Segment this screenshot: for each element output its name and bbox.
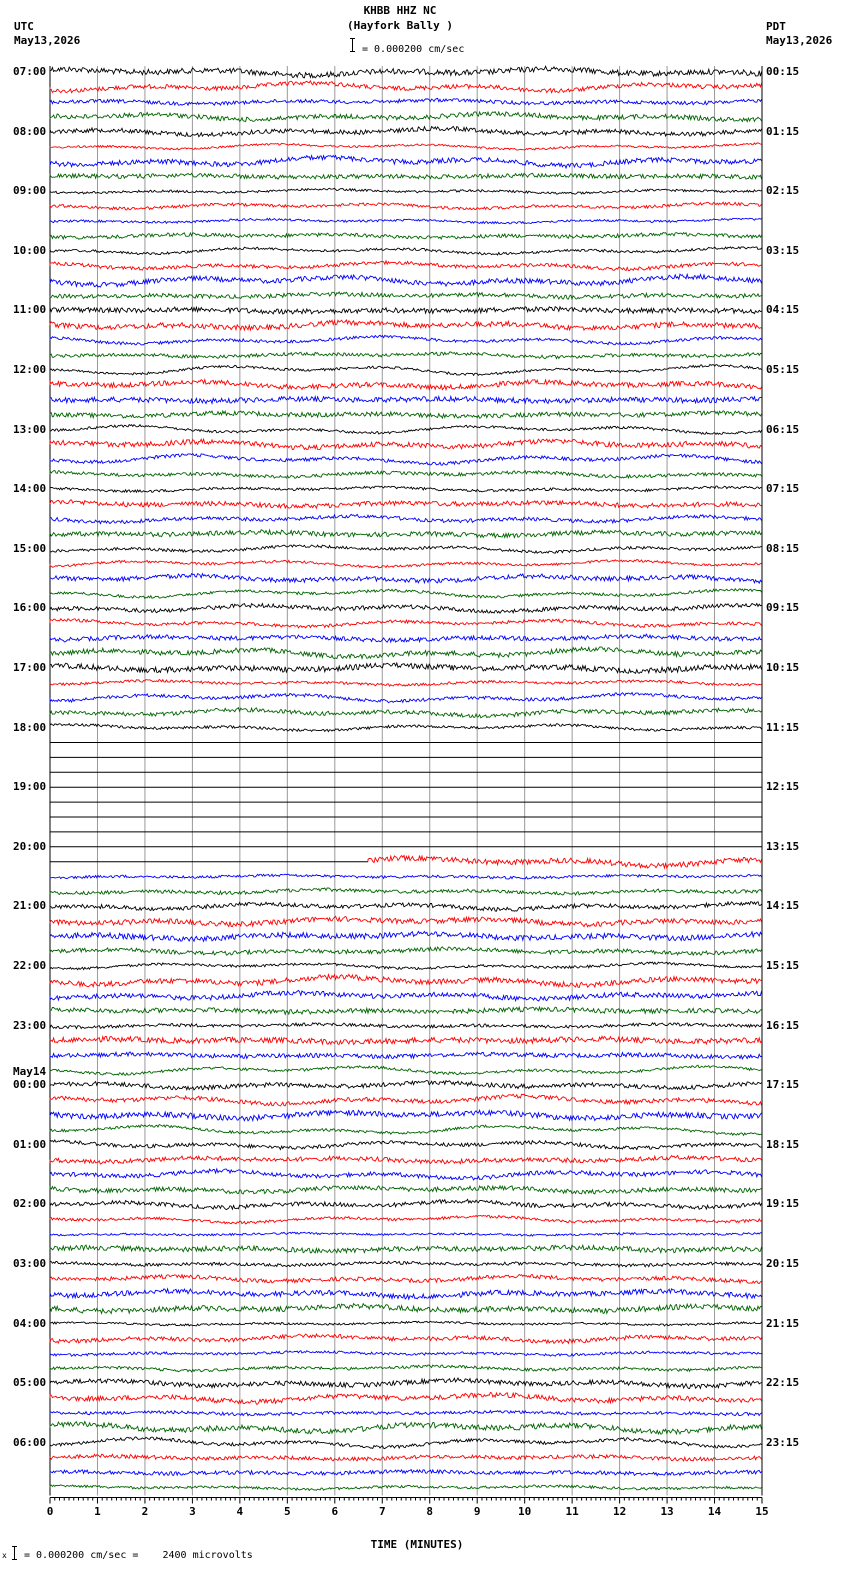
seismic-trace <box>50 274 762 287</box>
x-tick-label: 4 <box>236 1504 244 1518</box>
seismic-trace <box>50 1289 762 1299</box>
utc-hour-label: 02:00 <box>13 1197 47 1211</box>
pdt-hour-label: 10:15 <box>766 661 800 674</box>
utc-hour-label: 01:00 <box>13 1137 47 1151</box>
seismic-trace <box>50 188 762 194</box>
x-tick-label: 2 <box>141 1504 149 1518</box>
seismic-trace <box>50 619 762 628</box>
x-tick-label: 8 <box>426 1504 434 1518</box>
x-tick-label: 7 <box>378 1504 386 1518</box>
seismic-trace <box>50 589 762 599</box>
seismic-trace <box>50 1275 762 1284</box>
utc-hour-label: 10:00 <box>13 243 47 257</box>
seismic-trace <box>50 143 762 150</box>
pdt-hour-label: 06:15 <box>766 422 800 436</box>
pdt-hour-label: 15:15 <box>766 959 800 972</box>
pdt-hour-label: 12:15 <box>766 780 800 794</box>
pdt-hour-label: 07:15 <box>766 482 800 496</box>
pdt-hour-label: 14:15 <box>766 899 800 913</box>
right-date: May13,2026 <box>766 34 833 47</box>
seismic-trace <box>50 574 762 584</box>
utc-hour-label: 09:00 <box>13 184 47 198</box>
seismic-trace <box>50 425 762 435</box>
utc-hour-label: 07:00 <box>13 65 47 78</box>
seismic-trace <box>50 98 762 105</box>
utc-hour-label: 17:00 <box>13 661 47 674</box>
seismic-trace <box>50 364 762 375</box>
seismic-trace <box>50 1392 762 1404</box>
pdt-hour-label: 01:15 <box>766 124 800 138</box>
utc-hour-label: 08:00 <box>13 124 47 138</box>
seismic-trace <box>50 1485 762 1491</box>
seismic-trace <box>50 1007 762 1014</box>
seismic-trace <box>50 292 762 299</box>
seismic-trace <box>50 962 762 970</box>
seismic-trace <box>50 247 762 255</box>
pdt-hour-label: 16:15 <box>766 1018 800 1032</box>
seismic-trace <box>50 1023 762 1029</box>
seismic-trace <box>50 307 762 314</box>
utc-hour-label: 18:00 <box>13 720 47 734</box>
seismic-trace <box>50 261 762 271</box>
seismic-trace <box>50 1110 762 1121</box>
seismic-trace <box>50 218 762 224</box>
utc-hour-label: 03:00 <box>13 1257 47 1270</box>
x-tick-label: 15 <box>755 1504 769 1518</box>
seismic-trace <box>50 1378 762 1388</box>
pdt-hour-label: 13:15 <box>766 839 800 853</box>
seismic-trace <box>50 724 762 732</box>
pdt-hour-label: 02:15 <box>766 184 800 198</box>
seismic-trace <box>50 647 762 659</box>
seismic-trace <box>50 500 762 508</box>
utc-hour-label: 00:00 <box>13 1078 47 1092</box>
seismic-trace <box>50 1215 762 1224</box>
x-tick-label: 5 <box>284 1504 291 1518</box>
left-date: May13,2026 <box>14 34 81 47</box>
station-title: KHBB HHZ NC <box>363 4 437 17</box>
seismic-trace <box>50 916 762 927</box>
seismic-trace <box>50 335 762 345</box>
seismic-trace <box>50 708 762 718</box>
seismic-trace <box>50 560 762 568</box>
seismic-trace <box>50 545 762 553</box>
seismic-trace <box>50 1186 762 1194</box>
seismic-trace <box>50 931 762 941</box>
seismic-trace <box>50 1052 762 1059</box>
seismic-trace <box>50 888 762 895</box>
seismic-trace <box>50 112 762 122</box>
pdt-hour-label: 20:15 <box>766 1257 800 1270</box>
seismic-trace <box>50 680 762 687</box>
utc-hour-label: 20:00 <box>13 839 47 853</box>
seismic-trace <box>50 530 762 538</box>
utc-hour-label: 19:00 <box>13 780 47 794</box>
pdt-hour-label: 05:15 <box>766 363 800 376</box>
date-change-label: May14 <box>13 1065 47 1079</box>
seismic-trace <box>50 156 762 169</box>
x-tick-label: 10 <box>518 1504 532 1518</box>
seismic-trace <box>50 990 762 1001</box>
seismic-trace <box>50 1169 762 1180</box>
seismic-trace <box>50 514 762 523</box>
seismic-trace <box>50 1156 762 1165</box>
x-tick-label: 3 <box>189 1504 196 1518</box>
pdt-hour-label: 22:15 <box>766 1376 800 1390</box>
seismic-trace <box>50 902 762 912</box>
footer-scale-text: = 0.000200 cm/sec = 2400 microvolts <box>24 1550 253 1561</box>
x-tick-label: 14 <box>707 1504 722 1518</box>
x-tick-label: 13 <box>660 1504 674 1518</box>
pdt-hour-label: 19:15 <box>766 1197 800 1211</box>
seismic-trace <box>50 202 762 210</box>
seismic-trace <box>50 1140 762 1150</box>
pdt-hour-label: 11:15 <box>766 720 800 734</box>
seismic-trace <box>50 66 762 78</box>
seismic-trace <box>50 81 762 93</box>
seismic-trace <box>50 1351 762 1357</box>
utc-hour-label: 15:00 <box>13 541 47 555</box>
seismic-trace <box>50 634 762 642</box>
utc-hour-label: 14:00 <box>13 482 47 496</box>
seismic-trace <box>50 1036 762 1044</box>
seismic-trace <box>50 126 762 136</box>
seismic-trace <box>50 1125 762 1136</box>
seismic-trace <box>50 604 762 614</box>
seismic-trace <box>50 1470 762 1476</box>
x-tick-label: 0 <box>46 1504 54 1518</box>
x-tick-label: 1 <box>94 1504 101 1518</box>
pdt-hour-label: 21:15 <box>766 1316 800 1330</box>
pdt-hour-label: 08:15 <box>766 541 800 555</box>
seismic-trace <box>50 486 762 492</box>
seismic-trace <box>50 663 762 673</box>
seismic-trace <box>50 320 762 330</box>
seismic-trace <box>50 1422 762 1435</box>
seismic-trace <box>50 352 762 359</box>
utc-hour-label: 23:00 <box>13 1018 47 1032</box>
seismic-trace <box>50 1334 762 1343</box>
pdt-hour-label: 18:15 <box>766 1137 800 1151</box>
seismic-trace <box>50 1199 762 1209</box>
seismic-trace <box>368 856 762 869</box>
seismic-trace <box>50 947 762 955</box>
seismic-trace <box>50 1411 762 1416</box>
seismic-trace <box>50 1245 762 1253</box>
seismic-trace <box>50 874 762 879</box>
utc-hour-label: 12:00 <box>13 363 47 376</box>
seismic-trace <box>50 411 762 418</box>
pdt-hour-label: 00:15 <box>766 65 800 78</box>
seismic-trace <box>50 975 762 988</box>
utc-hour-label: 06:00 <box>13 1435 47 1449</box>
pdt-hour-label: 03:15 <box>766 243 800 257</box>
utc-hour-label: 16:00 <box>13 601 47 615</box>
header-scale-text: = 0.000200 cm/sec <box>362 44 465 55</box>
seismic-trace <box>50 1065 762 1075</box>
seismic-trace <box>50 1232 762 1236</box>
seismic-trace <box>50 232 762 239</box>
utc-hour-label: 22:00 <box>13 959 47 972</box>
seismic-trace <box>50 1094 762 1106</box>
seismic-trace <box>50 1437 762 1449</box>
seismic-trace <box>50 1454 762 1461</box>
utc-hour-label: 21:00 <box>13 899 47 913</box>
station-location: (Hayfork Bally ) <box>347 19 453 32</box>
right-timezone: PDT <box>766 20 786 33</box>
pdt-hour-label: 09:15 <box>766 601 800 615</box>
left-timezone: UTC <box>14 20 34 33</box>
x-tick-label: 12 <box>612 1504 627 1518</box>
pdt-hour-label: 23:15 <box>766 1435 800 1449</box>
seismic-trace <box>50 1304 762 1314</box>
seismic-trace <box>50 454 762 466</box>
seismic-trace <box>50 173 762 179</box>
seismic-trace <box>50 1081 762 1090</box>
seismic-trace <box>50 439 762 449</box>
utc-hour-label: 05:00 <box>13 1376 47 1390</box>
x-tick-label: 9 <box>473 1504 481 1518</box>
seismic-trace <box>50 1365 762 1372</box>
seismic-trace <box>50 1321 762 1326</box>
x-axis-label: TIME (MINUTES) <box>370 1538 464 1551</box>
seismic-trace <box>50 693 762 703</box>
utc-hour-label: 04:00 <box>13 1316 47 1330</box>
x-tick-label: 11 <box>565 1504 579 1518</box>
utc-hour-label: 11:00 <box>13 303 47 317</box>
utc-hour-label: 13:00 <box>13 422 47 436</box>
x-tick-label: 6 <box>331 1504 339 1518</box>
seismic-trace <box>50 380 762 390</box>
seismic-trace <box>50 396 762 403</box>
pdt-hour-label: 04:15 <box>766 303 800 317</box>
seismic-trace <box>50 471 762 479</box>
seismic-trace <box>50 1261 762 1267</box>
pdt-hour-label: 17:15 <box>766 1078 800 1092</box>
